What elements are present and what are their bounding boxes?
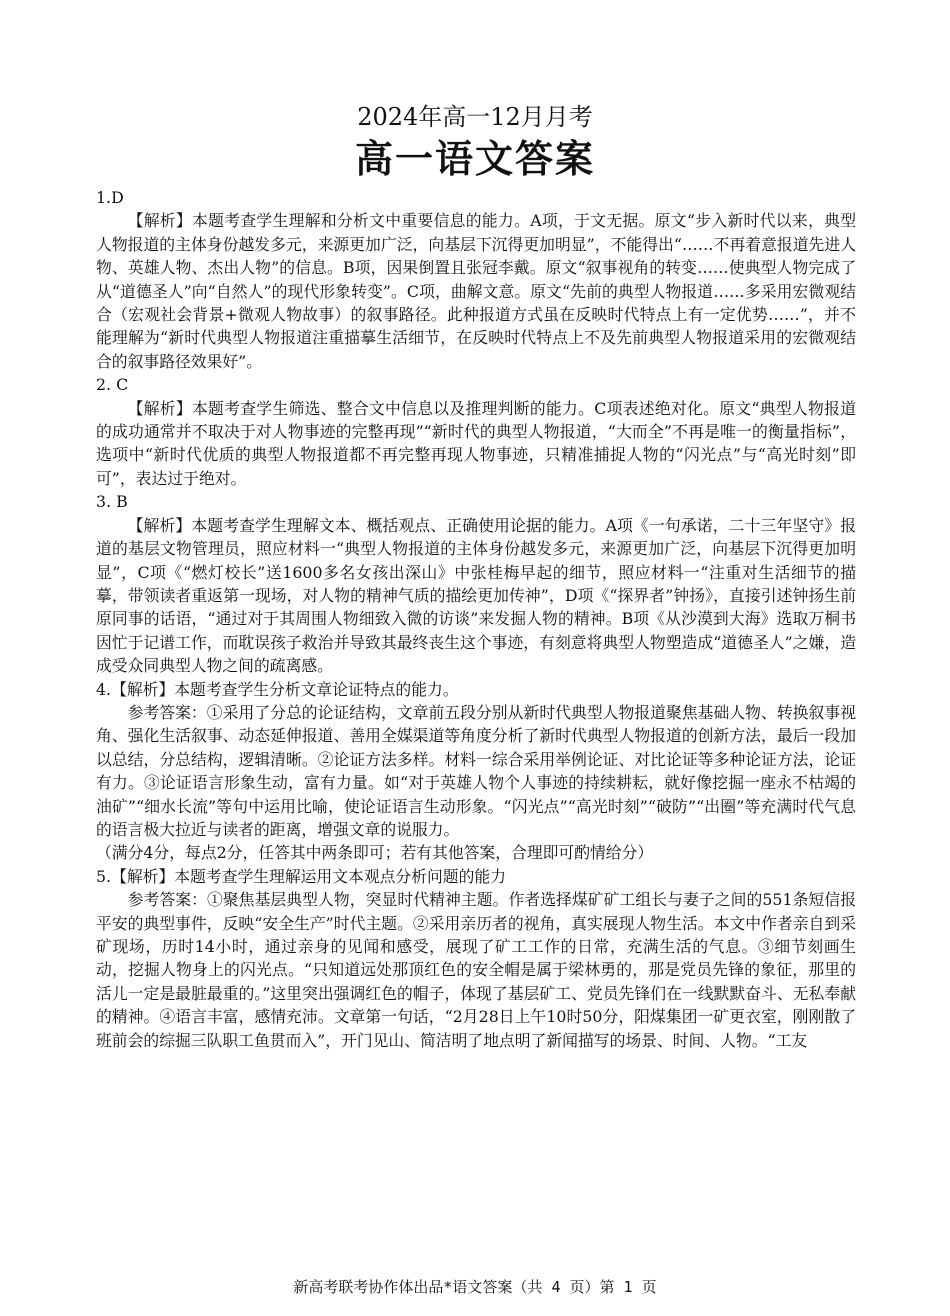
answer-reference-4: 参考答案：①采用了分总的论证结构，文章前五段分别从新时代典型人物报道聚焦基础人物、转换叙事视角、强化生活叙事、动态延伸报道、善用全媒渠道等角度分析了新时代典型人物报道的创新方法，最后一段加以总结，分总结构，逻辑清晰。②论证方法多样。材料一综合采用举例论证、对比论证等多种论证方法，论证有力。③论证语言形象生动，富有力量。如“对于英雄人物个人事迹的持续耕耘，就好像挖掘一座永不枯竭的油矿”“细水长流”等句中运用比喻，使论证语言生动形象。“闪光点”“高光时刻”“破防”“出圈”等充满时代气息的语言极大拉近与读者的距离，增强文章的说服力。	[96, 702, 856, 839]
answer-reference-5: 参考答案：①聚焦基层典型人物，突显时代精神主题。作者选择煤矿矿工组长与妻子之间的551条短信报平安的典型事件，反映“安全生产”时代主题。②采用亲历者的视角，真实展现人物生活。本文中作者亲自到采矿现场，历时14小时，通过亲身的见闻和感受，展现了矿工工作的日常，充满生活的气息。③细节刻画生动，挖掘人物身上的闪光点。“只知道远处那顶红色的安全帽是属于梁林勇的，那是党员先锋的象征，那里的活儿一定是最脏最重的。”这里突出强调红色的帽子，体现了基层矿工、党员先锋们在一线默默奋斗、无私奉献的精神。④语言丰富，感情充沛。文章第一句话，“2月28日上午10时50分，阳煤集团一矿更衣室，刚刚散了班前会的综掘三队职工鱼贯而入”，开门见山、简洁明了地点明了新闻描写的场景、时间、人物。“工友	[96, 890, 856, 1050]
exam-subtitle: 2024年高一12月月考	[357, 103, 593, 131]
answer-number-4: 4.【解析】本题考查学生分析文章论证特点的能力。	[96, 679, 459, 699]
scoring-note-4: （满分4分，每点2分，任答其中两条即可；若有其他答案，合理即可酌情给分）	[96, 843, 654, 863]
answer-number-3: 3. B	[96, 492, 128, 512]
page-title: 高一语文答案	[354, 136, 595, 181]
answer-analysis-1: 【解析】本题考查学生理解和分析文中重要信息的能力。A项，于文无据。原文“步入新时代以来，典型人物报道的主体身份越发多元，来源更加广泛，向基层下沉得更加明显”，不能得出“……不再着意报道先进人物、英雄人物、杰出人物”的信息。B项，因果倒置且张冠李戴。原文“叙事视角的转变……使典型人物完成了从“道德圣人”向“自然人”的现代形象转变”。C项，曲解文意。原文“先前的典型人物报道……多采用宏微观结合（宏观社会背景+微观人物故事）的叙事路径。此种报道方式虽在反映时代特点上有一定优势……”，并不能理解为“新时代典型人物报道注重描摹生活细节，在反映时代特点上不及先前典型人物报道采用的宏微观结合的叙事路径效果好”。	[96, 211, 856, 371]
answer-number-1: 1.D	[96, 188, 124, 207]
answer-analysis-2: 【解析】本题考查学生筛选、整合文中信息以及推理判断的能力。C项表述绝对化。原文“典型人物报道的成功通常并不取决于对人物事迹的完整再现”“新时代的典型人物报道，“大而全”不再是唯一的衡量指标”，选项中“新时代优质的典型人物报道都不再完整再现人物事迹，只精准捕捉人物的“闪光点”与“高光时刻”即可”，表达过于绝对。	[96, 398, 856, 488]
page-header	[0, 100, 950, 184]
answer-number-2: 2. C	[96, 375, 129, 395]
page-footer: 新高考联考协作体出品*语文答案（共 4 页）第 1 页	[293, 1278, 657, 1296]
answer-number-5: 5.【解析】本题考查学生理解运用文本观点分析问题的能力	[96, 866, 506, 886]
answer-content	[96, 186, 856, 1052]
answer-analysis-3: 【解析】本题考查学生理解文本、概括观点、正确使用论据的能力。A项《一句承诺，二十三年坚守》报道的基层文物管理员，照应材料一“典型人物报道的主体身份越发多元，来源更加广泛，向基层下沉得更加明显”，C项《“燃灯校长”送1600多名女孩出深山》中张桂梅早起的细节，照应材料一“注重对生活细节的描摹，带领读者重返第一现场，对人物的精神气质的描绘更加传神”，D项《“探界者”钟扬》，直接引述钟扬生前原同事的话语，“通过对于其周围人物细致入微的访谈”来发掘人物的精神。B项《从沙漠到大海》选取万桐书因忙于记谱工作，而耽误孩子救治并导致其最终丧生这个事迹，有刻意将典型人物塑造成“道德圣人”之嫌，造成受众同典型人物之间的疏离感。	[96, 515, 856, 676]
